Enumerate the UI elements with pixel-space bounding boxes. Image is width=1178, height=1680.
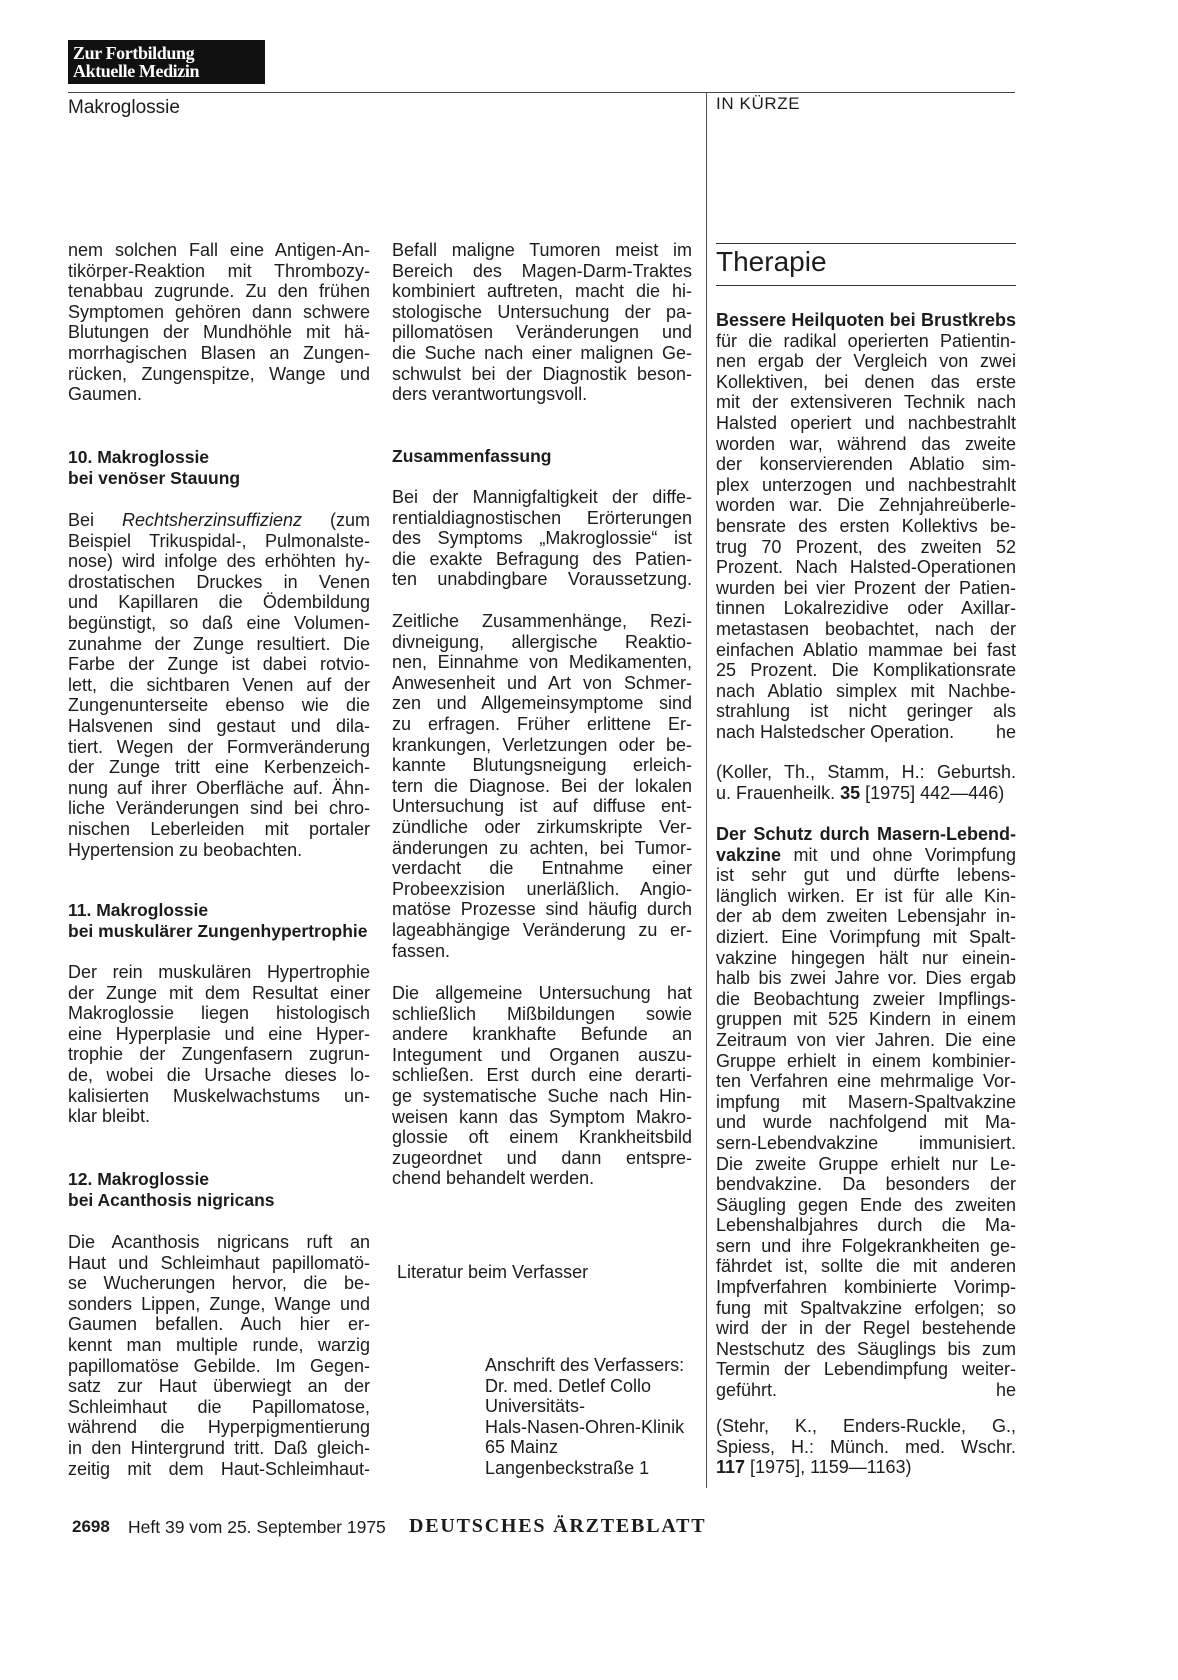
text-line: nen ergab der Vergleich von zwei [716,351,1016,372]
text-line: mit der extensiveren Technik nach [716,392,1016,413]
text-line [716,845,1016,866]
text-line: ten Verfahren eine mehrmalige Vor- [716,1071,1016,1092]
text-line: Schleimhaut die Papillomatose, [68,1396,370,1417]
text-line: Zeitraum von vier Jahren. Die eine [716,1029,1016,1050]
text-line: diziert. Eine Vorimpfung mit Spalt- [716,926,1016,947]
text-line: der konservierenden Ablatio sim- [716,454,1016,475]
text-line: fährdet ist, sollte die mit anderen [716,1256,1016,1277]
text-line: vakzine hingegen hält nur einein- [716,947,1016,968]
text-line: Untersuchung ist auf diffuse ent- [392,796,692,817]
text-line: worden war, während das zweite [716,433,1016,454]
section-10-paragraph [68,510,370,860]
text-line: bensrate des ersten Kollektivs be- [716,515,1016,536]
text-line: Nestschutz des Säuglings bis zum [716,1338,1016,1359]
text-line: wird der in der Regel bestehende [716,1318,1016,1339]
text-line: einfachen Ablatio mammae bei fast [716,639,1016,660]
text-line: nen, Einnahme von Medikamenten, [392,652,692,673]
text-line: Gaumen. [68,384,143,405]
page-number: 2698 [72,1517,110,1536]
heading-line: Zusammenfassung [392,446,552,466]
text-line: nung auf ihrer Oberfläche auf. Ähn- [68,777,370,798]
text-line: eine Hyperplasie und eine Hyper- [68,1023,370,1044]
bold-text-run: vakzine [716,844,782,865]
text-line: rücken, Zungenspitze, Wange und [68,363,370,384]
text-run: [1975] 442—446) [860,782,1005,803]
citation-line: Spiess, H.: Münch. med. Wschr. [716,1436,1016,1457]
heading-line: 10. Makroglossie [68,447,210,467]
text-line [716,824,1016,845]
text-line: geführt. [716,1380,778,1401]
text-line: zugeordnet und dann entspre- [392,1147,692,1168]
text-line: impfung mit Masern-Spaltvakzine [716,1091,1016,1112]
text-line: andere krankhafte Befunde an [392,1024,692,1045]
text-line: kennt man multiple runde, warzig [68,1334,370,1355]
text-line: Die Acanthosis nigricans ruft an [68,1232,370,1252]
text-line: schwulst bei der Diagnostik beson- [392,363,692,384]
citation-line: (Koller, Th., Stamm, H.: Geburtsh. [716,762,1016,782]
bold-text-run: 117 [716,1457,746,1478]
text-line: Probeexzision unerläßlich. Angio- [392,878,692,899]
text-line: halb bis zwei Jahre vor. Dies ergab [716,968,1016,989]
text-line: Farbe der Zunge ist dabei rotvio- [68,654,370,675]
text-line: wurden bei vier Prozent der Patien- [716,577,1016,598]
text-line: trophie der Zungenfasern zugrun- [68,1044,370,1065]
intro-continued-paragraph [68,240,370,405]
article-title: Makroglossie [68,97,180,118]
text-line: Zeitliche Zusammenhänge, Rezi- [392,611,692,631]
text-line: tiert. Wegen der Formveränderung [68,736,370,757]
text-line: sonders Lippen, Zunge, Wange und [68,1293,370,1314]
text-line: Beispiel Trikuspidal-, Pulmonalste- [68,530,370,551]
address-line: Langenbeckstraße 1 [485,1457,650,1478]
text-line: der ab dem zweiten Lebensjahr in- [716,906,1016,927]
text-run: Bei [68,510,122,530]
rubric-box [68,40,265,84]
section-11-paragraph [68,962,370,1127]
text-line: Gruppe erhielt in einem kombinier- [716,1050,1016,1071]
text-line: morrhagischen Blasen an Zungen- [68,342,370,363]
text-line: des Symptoms „Makroglossie“ ist [392,528,692,549]
summary-paragraph-1 [392,487,692,590]
text-line: der Zunge tritt eine Kerbenzeich- [68,757,370,778]
text-line: Anwesenheit und Art von Schmer- [392,672,692,693]
text-line: trug 70 Prozent, des zweiten 52 [716,536,1016,557]
section-12-paragraph-continued [392,240,692,405]
heading-line: 11. Makroglossie [68,900,209,920]
text-line: klar bleibt. [68,1106,151,1127]
text-line: Halsted operiert und nachbestrahlt [716,412,1016,433]
address-line: Universitäts- [485,1396,586,1417]
heading-line: 12. Makroglossie [68,1169,210,1189]
text-line: tenabbau zugrunde. Zu den frühen [68,281,370,302]
bold-text-run: Der Schutz durch Masern-Lebend- [716,824,1016,844]
text-line: während die Hyperpigmentierung [68,1417,370,1438]
text-line: gruppen mit 525 Kindern in einem [716,1009,1016,1030]
text-line: für die radikal operierten Patientin- [716,330,1016,351]
text-line [68,510,370,531]
text-line: Kollektiven, bei denen das erste [716,371,1016,392]
text-line: lett, die sichtbaren Venen auf der [68,674,370,695]
text-line: kombiniert auftreten, macht die hi- [392,281,692,302]
text-line: sern und ihre Folgekrankheiten ge- [716,1235,1016,1256]
text-line: Makroglossie liegen histologisch [68,1003,370,1024]
text-line: papillomatöse Gebilde. Im Gegen- [68,1355,370,1376]
section-11-heading [68,900,370,941]
text-line: der Zunge mit dem Resultat einer [68,982,370,1003]
text-line: ten unabdingbare Voraussetzung. [392,569,692,590]
text-line: nach Halstedscher Operation. [716,721,955,742]
column-divider [706,92,707,1488]
sidebar-label: IN KÜRZE [716,94,801,113]
text-line: matöse Prozesse sind häufig durch [392,899,692,920]
text-line: Haut und Schleimhaut papillomatö- [68,1252,370,1273]
text-line: nose) wird infolge des erhöhten hy- [68,551,370,572]
text-line: bendvakzine. Da besonders der [716,1174,1016,1195]
issue-info: Heft 39 vom 25. September 1975 [128,1517,386,1537]
text-line: 25 Prozent. Die Komplikationsrate [716,660,1016,681]
section-12-heading [68,1169,370,1210]
text-line: Säugling gegen Ende des zweiten [716,1194,1016,1215]
text-line: drostatischen Druckes in Venen [68,571,370,592]
citation-line: (Stehr, K., Enders-Ruckle, G., [716,1416,1016,1436]
brief-item-2-citation [716,1416,1016,1478]
text-line: krankungen, Verletzungen oder be- [392,734,692,755]
text-line: zündliche oder zirkumskripte Ver- [392,816,692,837]
address-line: 65 Mainz [485,1437,559,1458]
text-line: worden war. Die Zehnjahreüberle- [716,495,1016,516]
text-run: [1975], 1159—1163) [745,1457,912,1478]
text-line: liche Veränderungen sind bei chro- [68,798,370,819]
text-line: ist sehr gut und dürfte lebens- [716,865,1016,886]
text-line: Hypertension zu beobachten. [68,839,303,860]
text-line: rentialdiagnostischen Erörterungen [392,507,692,528]
text-line: fassen. [392,940,451,961]
text-line [716,310,1016,331]
text-line: Der rein muskulären Hypertrophie [68,962,370,982]
citation-line [716,783,1016,804]
text-line: zen und Allgemeinsymptome sind [392,693,692,714]
text-line: Impfverfahren kombinierte Vorimp- [716,1277,1016,1298]
category-heading: Therapie [716,246,827,277]
text-line: Die allgemeine Untersuchung hat [392,983,692,1003]
text-line: plex unterzogen und nachbestrahlt [716,474,1016,495]
author-signature: he [995,721,1016,742]
text-line: Die zweite Gruppe erhielt nur Le- [716,1153,1016,1174]
text-line: fung mit Spaltvakzine erfolgen; so [716,1297,1016,1318]
heading-line: bei venöser Stauung [68,467,241,488]
text-line: die Beobachtung zweier Impflings- [716,988,1016,1009]
text-line: nach Ablatio simplex mit Nachbe- [716,680,1016,701]
text-line: tern die Diagnose. Bei der lokalen [392,775,692,796]
text-line: Symptomen gehören dann schwere [68,301,370,322]
text-line: Zungenunterseite ebenso wie die [68,695,370,716]
text-line: verdacht die Entnahme einer [392,858,692,879]
text-line: sern-Lebendvakzine immunisiert. [716,1132,1016,1153]
text-line: lageabhängige Veränderung zu er- [392,919,692,940]
text-line: metastasen beobachtet, nach der [716,618,1016,639]
text-line: ders verantwortungsvoll. [392,384,588,405]
text-line: Integument und Organen auszu- [392,1044,692,1065]
text-line: ge systematische Suche nach Hin- [392,1085,692,1106]
heading-line: bei muskulärer Zungenhypertrophie [68,920,368,941]
text-line: die Suche nach einer malignen Ge- [392,342,692,363]
literature-note: Literatur beim Verfasser [397,1262,589,1282]
text-line: Prozent. Nach Halsted-Operationen [716,557,1016,578]
summary-heading [392,446,692,467]
bold-text-run: Bessere Heilquoten bei Brustkrebs [716,310,1016,330]
text-line: änderungen zu achten, bei Tumor- [392,837,692,858]
text-line: satz zur Haut überwiegt an der [68,1376,370,1397]
text-line: Bei der Mannigfaltigkeit der diffe- [392,487,692,507]
section-12-paragraph [68,1232,370,1479]
text-line: Gaumen befallen. Auch hier er- [68,1314,370,1335]
text-run: (zum [302,510,370,530]
heading-line: bei Acanthosis nigricans [68,1189,275,1210]
text-line: tinnen Lokalrezidive oder Axillar- [716,598,1016,619]
summary-paragraph-2 [392,611,692,961]
text-line: strahlung ist nicht geringer als [716,701,1016,722]
text-line: kalisierten Muskelwachstums un- [68,1085,370,1106]
text-line: de, wobei die Ursache dieses lo- [68,1064,370,1085]
address-line: Hals-Nasen-Ohren-Klinik [485,1416,685,1437]
text-line: und Kapillaren die Ödembildung [68,592,370,613]
journal-name: DEUTSCHES ÄRZTEBLATT [409,1515,707,1537]
text-line: chend behandelt werden. [392,1168,595,1189]
text-line: Blutungen der Mundhöhle mit hä- [68,322,370,343]
address-line: Dr. med. Detlef Collo [485,1375,652,1396]
text-line: in den Hintergrund tritt. Daß gleich- [68,1437,370,1458]
rubric-line-1: Zur Fortbildung [73,43,195,63]
text-line: tikörper-Reaktion mit Thrombozy- [68,260,370,281]
text-line: pillomatösen Veränderungen und [392,322,692,343]
category-rule-top [716,243,1016,244]
text-line: weisen kann das Symptom Makro- [392,1106,692,1127]
bold-text-run: 35 [840,782,861,803]
brief-item-2-text [716,824,1016,1401]
brief-item-1-citation [716,762,1016,803]
text-line: Halsvenen sind gestaut und dila- [68,715,370,736]
text-line: Befall maligne Tumoren meist im [392,240,692,260]
text-line: Lebenshalbjahres durch die Ma- [716,1215,1016,1236]
text-line: kannte Blutungsneigung erleich- [392,755,692,776]
text-line: zu erfragen. Früher erlittene Er- [392,713,692,734]
section-10-heading [68,447,370,488]
italic-text-run: Rechtsherzinsuffizienz [121,510,303,530]
text-line: begünstigt, so daß eine Volumen- [68,612,370,633]
text-line: stologische Untersuchung der pa- [392,301,692,322]
text-line: und wurde nachfolgend mit Ma- [716,1112,1016,1133]
address-line: Anschrift des Verfassers: [485,1355,685,1375]
category-rule-bottom [716,285,1016,286]
summary-paragraph-3 [392,983,692,1189]
text-run: u. Frauenheilk. [716,782,841,803]
header-rule [68,92,1015,93]
author-signature: he [995,1380,1016,1401]
citation-line [716,1457,1016,1478]
brief-item-1-text [716,310,1016,742]
text-line: länglich wirken. Er ist für alle Kin- [716,885,1016,906]
text-line: glossie oft einem Krankheitsbild [392,1127,692,1148]
text-line: se Wucherungen hervor, die be- [68,1273,370,1294]
text-line: die exakte Befragung des Patien- [392,548,692,569]
text-line: divneigung, allergische Reaktio- [392,631,692,652]
text-line: Termin der Lebendimpfung weiter- [716,1359,1016,1380]
text-line: nem solchen Fall eine Antigen-An- [68,240,370,260]
text-line: Bereich des Magen-Darm-Traktes [392,260,692,281]
author-address [485,1355,700,1479]
text-line: zunahme der Zunge resultiert. Die [68,633,370,654]
text-line: nischen Leberleiden mit portaler [68,818,370,839]
text-line: schließlich Mißbildungen sowie [392,1003,692,1024]
rubric-line-2: Aktuelle Medizin [73,61,200,81]
text-line: zeitig mit dem Haut-Schleimhaut- [68,1458,370,1479]
text-run: mit und ohne Vorimpfung [781,844,1016,865]
text-line: schließen. Erst durch eine derarti- [392,1065,692,1086]
